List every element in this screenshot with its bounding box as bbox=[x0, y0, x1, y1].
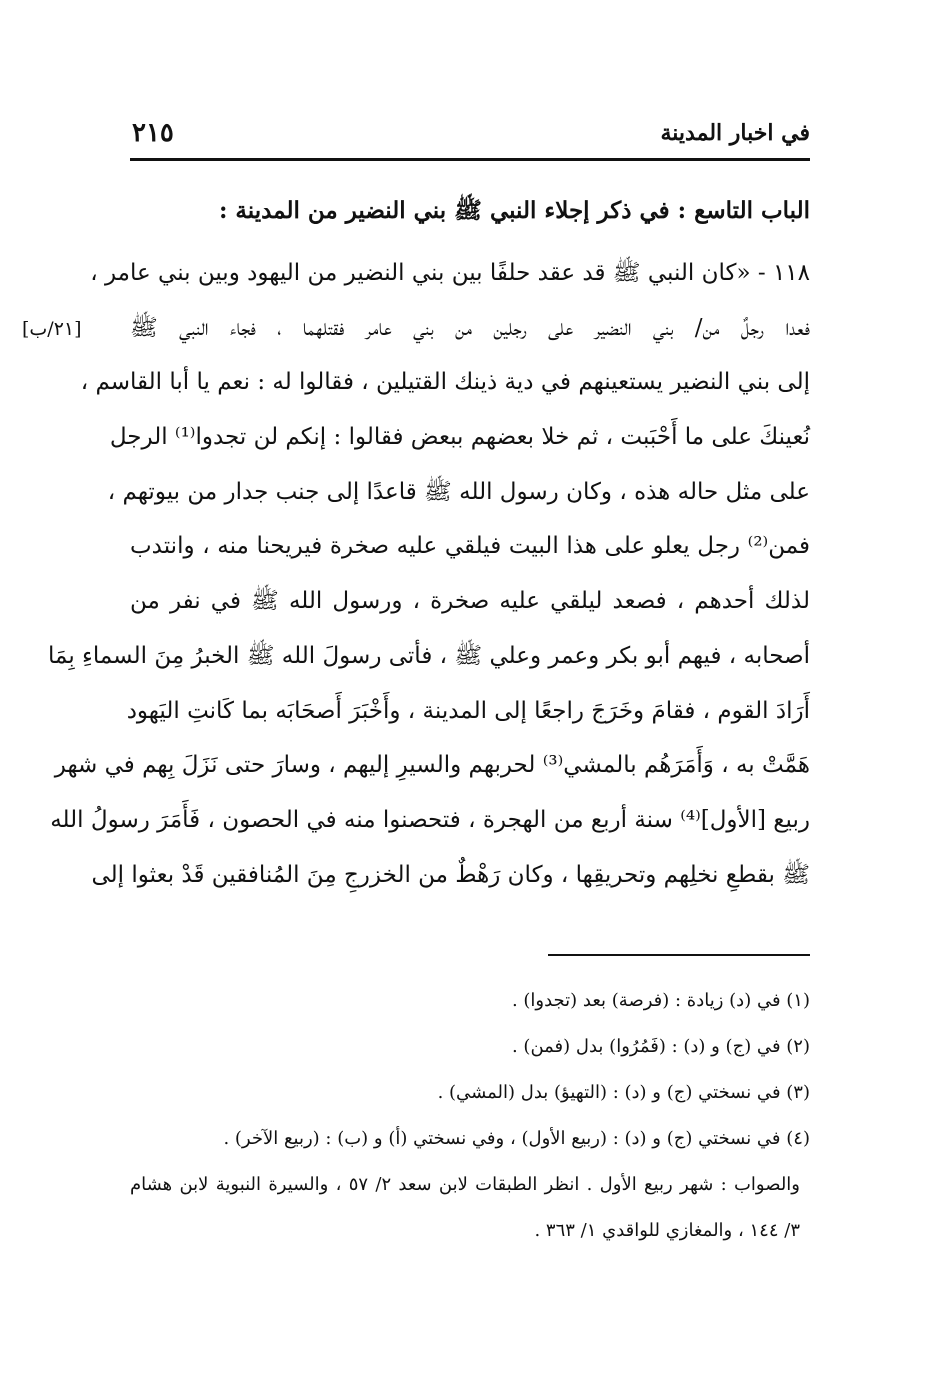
text-line: نُعينكَ على ما أَحْبَبت ، ثم خلا بعضهم ببعض فقالوا : إنكم لن تجدوا⁽¹⁾ الرجل bbox=[109, 424, 810, 451]
page-number: ٢١٥ bbox=[132, 118, 174, 148]
text-line: فمن⁽²⁾ رجل يعلو على هذا البيت فيلقي عليه صخرة فيريحنا منه ، وانتدب bbox=[130, 533, 810, 560]
page-header bbox=[130, 112, 810, 161]
footnote-item: (١) في (د) زيادة : (فرصة) بعد (تجدوا) . bbox=[511, 990, 810, 1011]
text-line: أَرَادَ القوم ، فقامَ وخَرَجَ راجعًا إلى المدينة ، وأَخْبَرَ أَصحَابَه بما كَانتِ اليَهود bbox=[126, 697, 810, 724]
manuscript-folio-marker: [٢١/ب] bbox=[22, 318, 82, 340]
text-line: لذلك أحدهم ، فصعد ليلقي عليه صخرة ، ورسول الله ﷺ في نفر من bbox=[130, 588, 810, 615]
text-line: ١١٨ - «كان النبي ﷺ قد عقد حلفًا بين بني النضير من اليهود وبين بني عامر ، bbox=[90, 260, 810, 286]
footnote-item: (٣) في نسختي (ج) و (د) : (التهيؤ) بدل (المشي) . bbox=[437, 1082, 810, 1103]
text-line: ربيع [الأول]⁽⁴⁾ سنة أربع من الهجرة ، فتحصنوا منه في الحصون ، فَأَمَرَ رسولُ الله bbox=[50, 806, 810, 833]
footnote-separator bbox=[548, 954, 810, 956]
footnote-item: (٤) في نسختي (ج) و (د) : (ربيع الأول) ، وفي نسختي (أ) و (ب) : (ربيع الآخر) . bbox=[223, 1128, 810, 1149]
chapter-heading: الباب التاسع : في ذكر إجلاء النبي ﷺ بني النضير من المدينة : bbox=[218, 197, 810, 224]
footnote-item: (٢) في (ج) و (د) : (فَمُرُوا) بدل (فمن) . bbox=[511, 1036, 810, 1057]
text-line: ﷺ بقطعِ نخلِهم وتحريقِها ، وكان رَهْطٌ من الخزرجِ مِنَ المُنافقين قَدْ بعثوا إلى bbox=[91, 861, 810, 888]
footnote-continuation: والصواب : شهر ربيع الأول . انظر الطبقات لابن سعد ٢/ ٥٧ ، والسيرة النبوية لابن هشام bbox=[130, 1174, 800, 1195]
footnote-continuation: ٣/ ١٤٤ ، والمغازي للواقدي ١/ ٣٦٣ . bbox=[534, 1220, 800, 1241]
footnotes bbox=[130, 978, 810, 1254]
text-line: على مثل حاله هذه ، وكان رسول الله ﷺ قاعدًا إلى جنب جدار من بيوتهم ، bbox=[107, 478, 810, 505]
text-line: إلى بني النضير يستعينهم في دية ذينك القتيلين ، فقالوا له : نعم يا أبا القاسم ، bbox=[80, 369, 810, 396]
running-title: في اخبار المدينة bbox=[660, 120, 810, 146]
text-line: فعدا رجلٌ من/ بني النضير على رجلين من بني عامر فقتلهما ، فجاء النبي ﷺ bbox=[130, 314, 810, 341]
text-line: أصحابه ، فيهم أبو بكر وعمر وعلي ﷺ ، فأتى رسولَ الله ﷺ الخبرُ مِنَ السماءِ بِمَا bbox=[48, 642, 810, 669]
text-line: هَمَّتْ به ، وَأَمَرَهُم بالمشي⁽³⁾ لحربهم والسيرِ إليهم ، وسارَ حتى نَزَلَ بِهم في شهر bbox=[54, 752, 810, 779]
